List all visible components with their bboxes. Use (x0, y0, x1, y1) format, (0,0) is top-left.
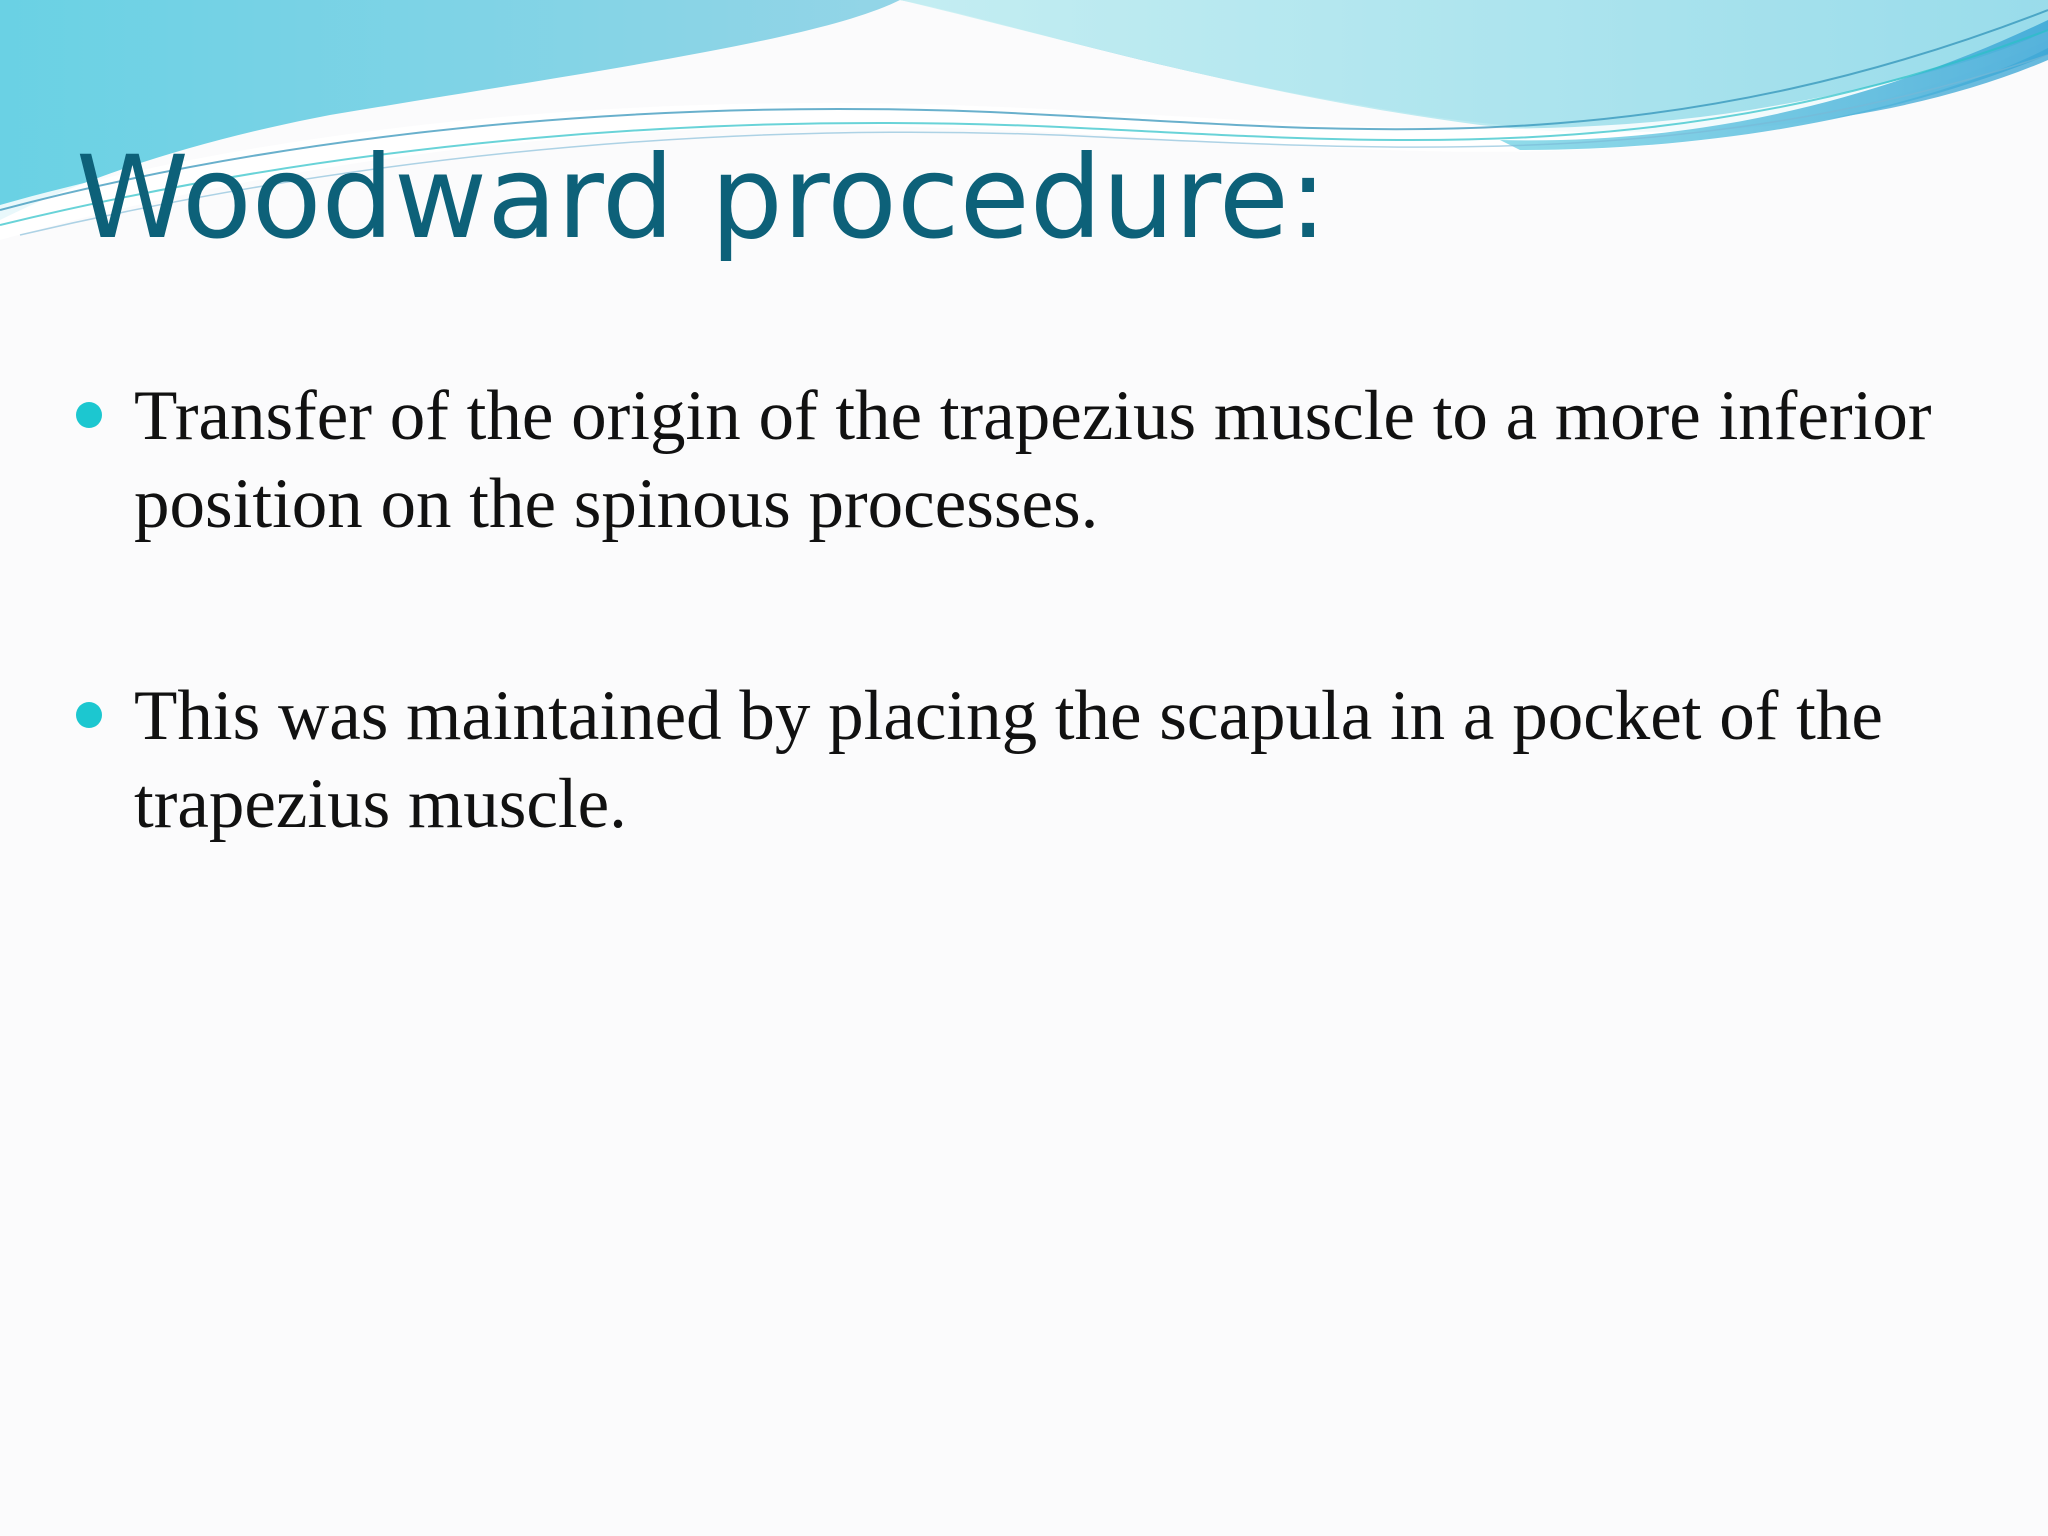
bullet-dot-icon (76, 702, 102, 728)
bullet-text: This was maintained by placing the scapula in a pocket of the trapezius muscle. (134, 677, 1883, 843)
bullet-item (76, 372, 1986, 548)
bullet-dot-icon (76, 402, 102, 428)
bullet-text: Transfer of the origin of the trapezius muscle to a more inferior position on the spinous processes. (134, 377, 1932, 543)
slide-title: Woodward procedure: (76, 131, 1328, 264)
bullet-list (76, 372, 1986, 972)
bullet-item (76, 672, 1986, 848)
